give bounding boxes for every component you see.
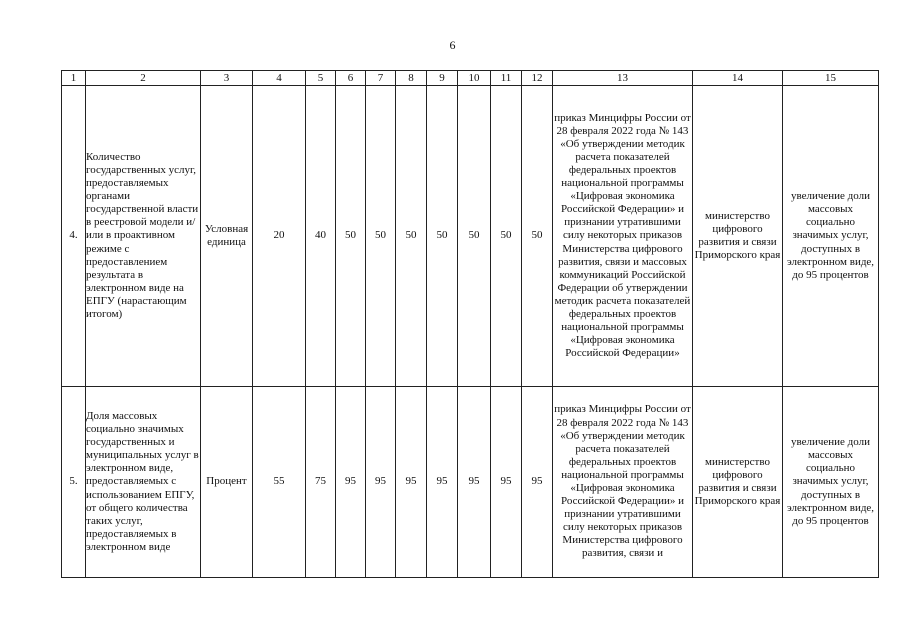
methodology-document: приказ Минцифры России от 28 февраля 2022 года № 143 «Об утверждении методик расчета показателей федеральных проектов национальной программы «Цифровая экономика Российской Федерации» и признании утратившими силу некоторых приказов Министерства цифрового развития, связи и массовых коммуникаций Российской Федерации об утверждении методик расчета показателей федеральных проектов национальной программы «Цифровая экономика Российской Федерации»	[553, 86, 693, 387]
col-header: 7	[366, 71, 396, 86]
col-header: 9	[427, 71, 458, 86]
value-cell: 95	[336, 387, 366, 578]
row-number: 5.	[62, 387, 86, 578]
value-cell: 50	[522, 86, 553, 387]
page-number: 6	[449, 38, 456, 52]
value-cell: 50	[427, 86, 458, 387]
row-number: 4.	[62, 86, 86, 387]
indicator-name: Доля массовых социально значимых государственных и муниципальных услуг в электронном виде, предоставляемых с использованием ЕПГУ, от общего количества таких услуг, предоставляемых в электронном виде	[86, 387, 201, 578]
responsible-body: министерство цифрового развития и связи Приморского края	[693, 387, 783, 578]
value-cell: 95	[491, 387, 522, 578]
responsible-body: министерство цифрового развития и связи Приморского края	[693, 86, 783, 387]
methodology-document: приказ Минцифры России от 28 февраля 2022 года № 143 «Об утверждении методик расчета показателей федеральных проектов национальной программы «Цифровая экономика Российской Федерации» и признании утратившими силу некоторых приказов Министерства цифрового развития, связи и	[553, 387, 693, 578]
value-cell: 40	[306, 86, 336, 387]
relation-cell: увеличение доли массовых социально значимых услуг, доступных в электронном виде, до 95 процентов	[783, 387, 879, 578]
col-header: 5	[306, 71, 336, 86]
col-header: 4	[253, 71, 306, 86]
table-row	[62, 387, 879, 578]
col-header: 14	[693, 71, 783, 86]
relation-cell: увеличение доли массовых социально значимых услуг, доступных в электронном виде, до 95 процентов	[783, 86, 879, 387]
col-header: 1	[62, 71, 86, 86]
col-header: 10	[458, 71, 491, 86]
col-header: 11	[491, 71, 522, 86]
unit-cell: Процент	[201, 387, 253, 578]
value-cell: 50	[366, 86, 396, 387]
value-cell: 75	[306, 387, 336, 578]
value-cell: 95	[396, 387, 427, 578]
value-cell: 20	[253, 86, 306, 387]
value-cell: 50	[396, 86, 427, 387]
col-header: 6	[336, 71, 366, 86]
table-row	[62, 86, 879, 387]
value-cell: 50	[491, 86, 522, 387]
value-cell: 95	[458, 387, 491, 578]
value-cell: 95	[427, 387, 458, 578]
col-header: 13	[553, 71, 693, 86]
header-row	[62, 71, 879, 86]
value-cell: 95	[522, 387, 553, 578]
col-header: 15	[783, 71, 879, 86]
indicator-name: Количество государственных услуг, предоставляемых органами государственной власти в реестровой модели и/или в проактивном режиме с предоставлением результата в электронном виде на ЕПГУ (нарастающим итогом)	[86, 86, 201, 387]
value-cell: 50	[458, 86, 491, 387]
col-header: 2	[86, 71, 201, 86]
unit-cell: Условная единица	[201, 86, 253, 387]
indicator-table	[61, 70, 879, 578]
value-cell: 55	[253, 387, 306, 578]
col-header: 8	[396, 71, 427, 86]
value-cell: 50	[336, 86, 366, 387]
col-header: 3	[201, 71, 253, 86]
value-cell: 95	[366, 387, 396, 578]
col-header: 12	[522, 71, 553, 86]
